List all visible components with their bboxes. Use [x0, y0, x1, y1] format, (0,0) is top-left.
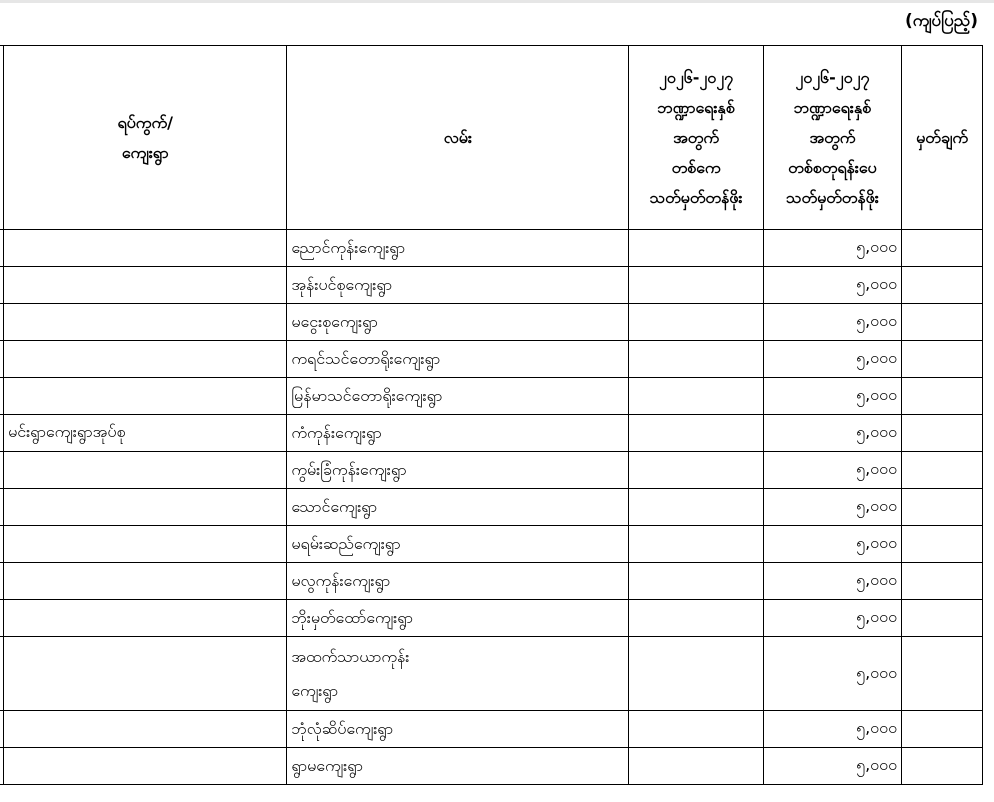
- road-cell: ဘုံလုံဆိပ်ကျေးရွာ: [287, 711, 629, 748]
- rate-per-sqft-cell: ၅,၀၀၀: [763, 267, 901, 304]
- rate-per-unit-cell: [629, 489, 763, 526]
- remark-cell: [902, 267, 983, 304]
- road-cell: ကံကုန်းကျေးရွာ: [287, 415, 629, 452]
- header-region: ရပ်ကွက်/ ကျေးရွာ: [4, 46, 287, 230]
- region-cell: [4, 452, 287, 489]
- rate-per-unit-cell: [629, 526, 763, 563]
- unit-label: (ကျပ်ပြည့်): [904, 11, 978, 31]
- rate-per-sqft-cell: ၅,၀၀၀: [763, 563, 901, 600]
- table-row: [0, 600, 983, 637]
- remark-cell: [902, 341, 983, 378]
- rate-per-sqft-cell: ၅,၀၀၀: [763, 748, 901, 785]
- region-cell: [4, 748, 287, 785]
- rate-per-sqft-cell: ၅,၀၀၀: [763, 637, 901, 711]
- table-row: [0, 230, 983, 267]
- rate-per-unit-cell: [629, 267, 763, 304]
- table-row: [0, 304, 983, 341]
- table-row: [0, 452, 983, 489]
- road-cell: အုန်းပင်စုကျေးရွာ: [287, 267, 629, 304]
- header-rate-per-sqft: ၂၀၂၆-၂၀၂၇ ဘဏ္ဍာရေးနှစ် အတွက် တစ်စတုရန်းပေ သတ်မှတ်တန်ဖိုး: [763, 46, 901, 230]
- remark-cell: [902, 526, 983, 563]
- rate-per-unit-cell: [629, 637, 763, 711]
- rate-per-unit-cell: [629, 341, 763, 378]
- remark-cell: [902, 304, 983, 341]
- road-cell: မလွကုန်းကျေးရွာ: [287, 563, 629, 600]
- road-cell: သောင်ကျေးရွာ: [287, 489, 629, 526]
- table-row: [0, 341, 983, 378]
- rate-per-sqft-cell: ၅,၀၀၀: [763, 341, 901, 378]
- region-cell: [4, 489, 287, 526]
- table-row: [0, 748, 983, 785]
- road-cell: ကရင်သင်တောရိုးကျေးရွာ: [287, 341, 629, 378]
- remark-cell: [902, 563, 983, 600]
- road-cell: ကွမ်းခြံကုန်းကျေးရွာ: [287, 452, 629, 489]
- rate-per-unit-cell: [629, 415, 763, 452]
- header-row: [0, 46, 983, 230]
- region-cell: မင်းရွာကျေးရွာအုပ်စု: [4, 415, 287, 452]
- rate-per-unit-cell: [629, 230, 763, 267]
- rate-per-sqft-cell: ၅,၀၀၀: [763, 600, 901, 637]
- table-row: [0, 415, 983, 452]
- table-row: [0, 378, 983, 415]
- rate-per-sqft-cell: ၅,၀၀၀: [763, 452, 901, 489]
- rate-per-unit-cell: [629, 563, 763, 600]
- region-cell: [4, 304, 287, 341]
- rate-per-sqft-cell: ၅,၀၀၀: [763, 711, 901, 748]
- region-cell: [4, 600, 287, 637]
- remark-cell: [902, 378, 983, 415]
- region-cell: [4, 711, 287, 748]
- table-row: [0, 267, 983, 304]
- road-cell: မရမ်းဆည်ကျေးရွာ: [287, 526, 629, 563]
- header-rate-per-unit: ၂၀၂၆-၂၀၂၇ ဘဏ္ဍာရေးနှစ် အတွက် တစ်ကေ သတ်မှတ်တန်ဖိုး: [629, 46, 763, 230]
- remark-cell: [902, 415, 983, 452]
- region-cell: [4, 637, 287, 711]
- valuation-table: [0, 45, 983, 785]
- road-cell: ဘိုးမှတ်ထော်ကျေးရွာ: [287, 600, 629, 637]
- road-cell: မငွေးစုကျေးရွာ: [287, 304, 629, 341]
- rate-per-unit-cell: [629, 748, 763, 785]
- remark-cell: [902, 230, 983, 267]
- rate-per-unit-cell: [629, 378, 763, 415]
- table-row: [0, 526, 983, 563]
- table-row: [0, 489, 983, 526]
- table-row: [0, 711, 983, 748]
- road-cell: ရွာမကျေးရွာ: [287, 748, 629, 785]
- rate-per-unit-cell: [629, 452, 763, 489]
- road-cell: မြန်မာသင်တောရိုးကျေးရွာ: [287, 378, 629, 415]
- remark-cell: [902, 489, 983, 526]
- region-cell: [4, 563, 287, 600]
- rate-per-sqft-cell: ၅,၀၀၀: [763, 230, 901, 267]
- rate-per-unit-cell: [629, 600, 763, 637]
- road-cell: အထက်သာယာကုန်း ကျေးရွာ: [287, 637, 629, 711]
- region-cell: [4, 267, 287, 304]
- remark-cell: [902, 637, 983, 711]
- road-cell: ညောင်ကုန်းကျေးရွာ: [287, 230, 629, 267]
- remark-cell: [902, 748, 983, 785]
- table-row: [0, 637, 983, 711]
- rate-per-sqft-cell: ၅,၀၀၀: [763, 304, 901, 341]
- region-cell: [4, 378, 287, 415]
- remark-cell: [902, 711, 983, 748]
- rate-per-sqft-cell: ၅,၀၀၀: [763, 415, 901, 452]
- rate-per-sqft-cell: ၅,၀၀၀: [763, 526, 901, 563]
- header-road: လမ်း: [287, 46, 629, 230]
- table-row: [0, 563, 983, 600]
- rate-per-unit-cell: [629, 304, 763, 341]
- remark-cell: [902, 600, 983, 637]
- region-cell: [4, 341, 287, 378]
- region-cell: [4, 526, 287, 563]
- remark-cell: [902, 452, 983, 489]
- top-border-line: [0, 0, 994, 3]
- rate-per-unit-cell: [629, 711, 763, 748]
- header-remark: မှတ်ချက်: [902, 46, 983, 230]
- rate-per-sqft-cell: ၅,၀၀၀: [763, 378, 901, 415]
- rate-per-sqft-cell: ၅,၀၀၀: [763, 489, 901, 526]
- region-cell: [4, 230, 287, 267]
